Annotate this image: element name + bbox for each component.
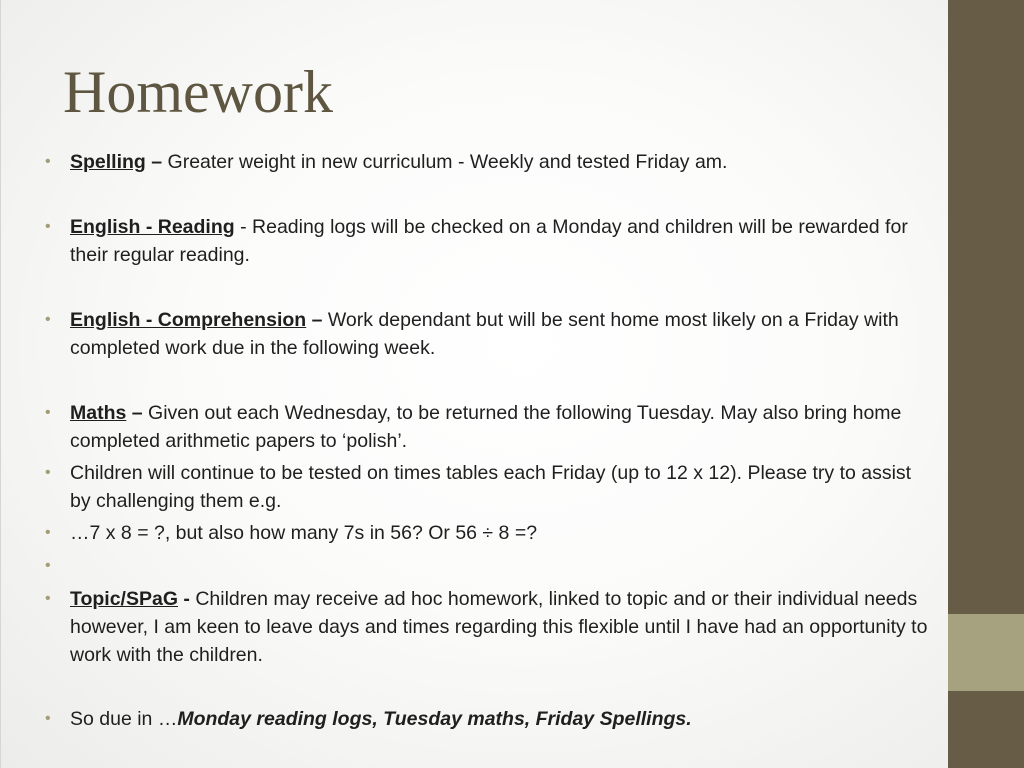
bullet-body: Work dependant but will be sent home most likely on a Friday with completed work due in the following week. xyxy=(70,309,899,359)
bullet-heading: English - Reading xyxy=(70,216,235,238)
bullet-heading: English - Comprehension xyxy=(70,309,307,331)
bullet-body: Greater weight in new curriculum - Weekly and tested Friday am. xyxy=(162,151,728,173)
bullet-emphasis: Monday reading logs, Tuesday maths, Friday Spellings. xyxy=(177,708,692,730)
bullet-marker: • xyxy=(45,153,51,170)
bullet-text xyxy=(70,399,935,455)
bullet-text xyxy=(70,213,935,269)
bullet-text xyxy=(70,306,935,362)
bullet-body: Children will continue to be tested on times tables each Friday (up to 12 x 12). Please try to assist by challenging them e.g. xyxy=(70,462,912,512)
bullet-marker: • xyxy=(45,710,51,727)
bullet-text xyxy=(70,705,935,733)
sidebar-accent-block xyxy=(948,614,1024,691)
bullet-marker: • xyxy=(45,557,51,574)
bullet-dash: – xyxy=(126,402,143,424)
bullet-dash: – xyxy=(145,151,163,173)
bullet-heading: Maths xyxy=(70,402,127,424)
bullet-heading: Topic/SPaG xyxy=(70,588,178,610)
bullet-marker: • xyxy=(45,590,51,607)
bullet-text xyxy=(70,148,935,176)
bullet-dash: – xyxy=(306,309,323,331)
bullet-marker: • xyxy=(45,524,51,541)
bullet-body: - Reading logs will be checked on a Monday and children will be rewarded for their regular reading. xyxy=(70,216,908,266)
bullet-body: Given out each Wednesday, to be returned the following Tuesday. May also bring home completed arithmetic papers to ‘polish’. xyxy=(70,402,902,452)
bullet-body: Children may receive ad hoc homework, linked to topic and or their individual needs however, I am keen to leave days and times regarding this flexible until I have had an opportunity to work with the children. xyxy=(70,588,928,666)
bullet-marker: • xyxy=(45,311,51,328)
bullet-marker: • xyxy=(45,404,51,421)
bullet-heading: Spelling xyxy=(70,151,146,173)
bullet-body: So due in … xyxy=(70,708,178,730)
bullet-marker: • xyxy=(45,218,51,235)
bullet-text xyxy=(70,585,935,669)
bullet-dash: - xyxy=(178,588,190,610)
slide-title: Homework xyxy=(63,59,333,125)
bullet-body: …7 x 8 = ?, but also how many 7s in 56? Or 56 ÷ 8 =? xyxy=(70,522,538,544)
bullet-marker: • xyxy=(45,464,51,481)
